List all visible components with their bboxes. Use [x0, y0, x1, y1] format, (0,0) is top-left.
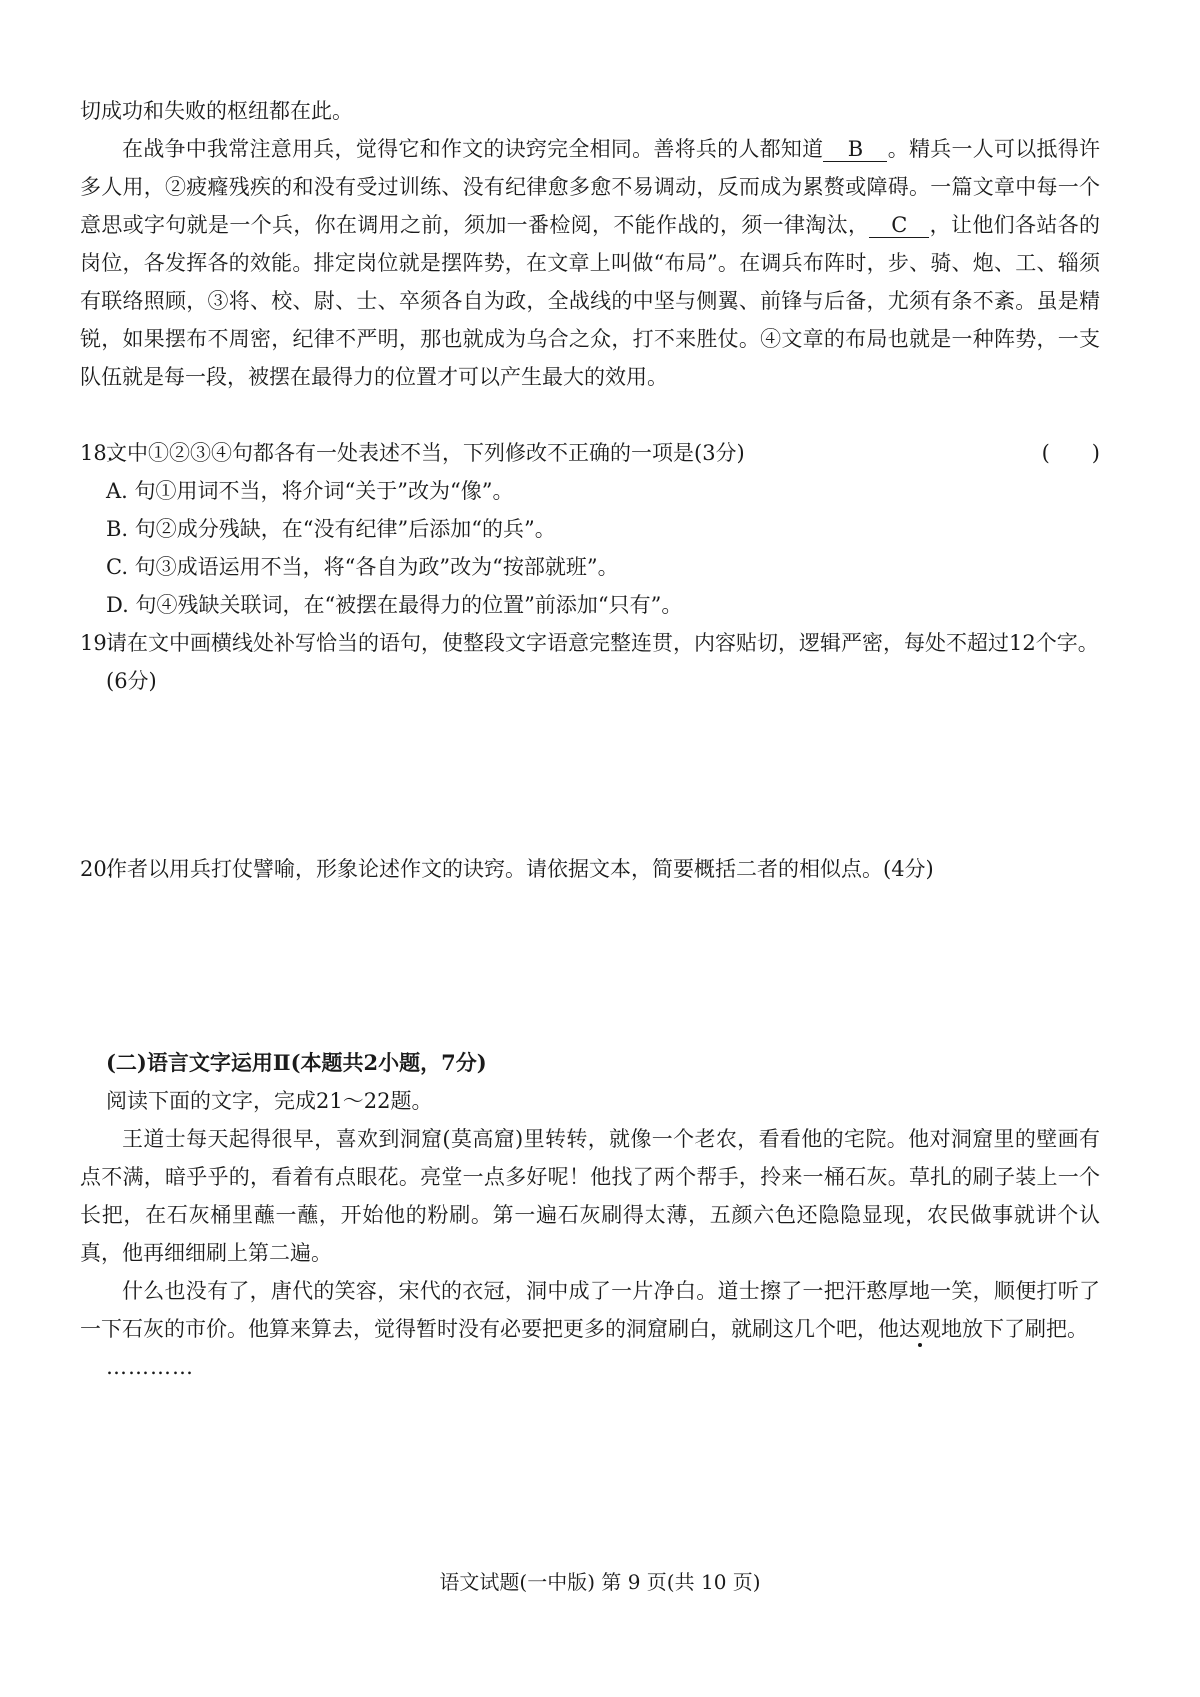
question-18-text: 文中①②③④句都各有一处表述不当，下列修改不正确的一项是(3分): [106, 441, 745, 465]
section-2-paragraph-2: [80, 1272, 1100, 1348]
question-20-number: 20.: [80, 857, 114, 881]
question-18-options: [80, 472, 1100, 624]
passage-paragraph-war: [80, 130, 1100, 396]
ellipsis: …………: [106, 1355, 194, 1379]
section-2-text-part1: 什么也没有了，唐代的笑容，宋代的衣冠，洞中成了一片净白。道士擦了一把汗憨厚地一笑，顺便打听了一下石灰的市价。他算来算去，觉得暂时没有必要把更多的洞窟刷白，就刷这几个吧，他: [80, 1279, 1100, 1341]
passage-text-part3: ，让他们各站各的岗位，各发挥各的效能。排定岗位就是摆阵势，在文章上叫做“布局”。在调兵布阵时，步、骑、炮、工、辎须有联络照顾，③将、校、尉、士、卒须各自为政，全战线的中坚与侧翼、前锋与后备，尤须有条不紊。虽是精锐，如果摆布不周密，纪律不严明，那也就成为乌合之众，打不来胜仗。④文章的布局也就是一种阵势，一支队伍就是每一段，被摆在最得力的位置才可以产生最大的效用。: [80, 213, 1101, 389]
question-20: [80, 850, 1100, 888]
section-2: [80, 1044, 1100, 1386]
section-2-paragraph-1: 王道士每天起得很早，喜欢到洞窟(莫高窟)里转转，就像一个老农，看看他的宅院。他对洞窟里的壁画有点不满，暗乎乎的，看着有点眼花。亮堂一点多好呢！他找了两个帮手，拎来一桶石灰。草扎的刷子装上一个长把，在石灰桶里蘸一蘸，开始他的粉刷。第一遍石灰刷得太薄，五颜六色还隐隐显现，农民做事就讲个认真，他再细细刷上第二遍。: [80, 1127, 1100, 1265]
option-d: D. 句④残缺关联词，在“被摆在最得力的位置”前添加“只有”。: [106, 593, 683, 617]
passage-text-part2: 。精兵一人可以抵得许多人用，②疲癃残疾的和没有受过训练、没有纪律愈多愈不易调动，反而成为累赘或障碍。一篇文章中每一个意思或字句就是一个兵，你在调用之前，须加一番检阅，不能作战的，须一律淘汰，: [80, 137, 1101, 237]
passage-continuation-line: 切成功和失败的枢纽都在此。: [80, 99, 353, 123]
question-19-text: 请在文中画横线处补写恰当的语句，使整段文字语意完整连贯，内容贴切，逻辑严密，每处不超过12个字。(6分): [106, 631, 1099, 693]
question-20-stem: [80, 850, 1100, 888]
section-2-heading: (二)语言文字运用Ⅱ(本题共2小题，7分): [106, 1050, 487, 1075]
passage-1: [80, 92, 1100, 396]
ellipsis-line: [80, 1348, 1100, 1386]
passage-text-part1: 在战争中我常注意用兵，觉得它和作文的诀窍完全相同。善将兵的人都知道: [122, 137, 824, 161]
question-20-text: 作者以用兵打仗譬喻，形象论述作文的诀窍。请依据文本，简要概括二者的相似点。(4分): [106, 857, 934, 881]
question-19: [80, 624, 1100, 700]
question-18: [80, 434, 1100, 624]
question-18-stem: [80, 434, 1100, 472]
page-footer: 语文试题(一中版) 第 9 页(共 10 页): [439, 1570, 761, 1594]
section-2-text-part2: 地放下了刷把。: [941, 1317, 1088, 1341]
option-c: C. 句③成语运用不当，将“各自为政”改为“按部就班”。: [106, 555, 619, 579]
option-a: A. 句①用词不当，将介词“关于”改为“像”。: [106, 479, 514, 503]
emphasized-word: 达观: [899, 1317, 941, 1341]
question-18-number: 18.: [80, 441, 114, 465]
option-b: B. 句②成分残缺，在“没有纪律”后添加“的兵”。: [106, 517, 556, 541]
blank-c: C: [869, 213, 929, 238]
question-19-stem: [80, 624, 1100, 700]
section-2-instruction: 阅读下面的文字，完成21～22题。: [106, 1089, 433, 1113]
blank-b: B: [823, 137, 887, 162]
answer-parentheses: ( ): [1041, 441, 1100, 465]
question-19-number: 19.: [80, 631, 114, 655]
